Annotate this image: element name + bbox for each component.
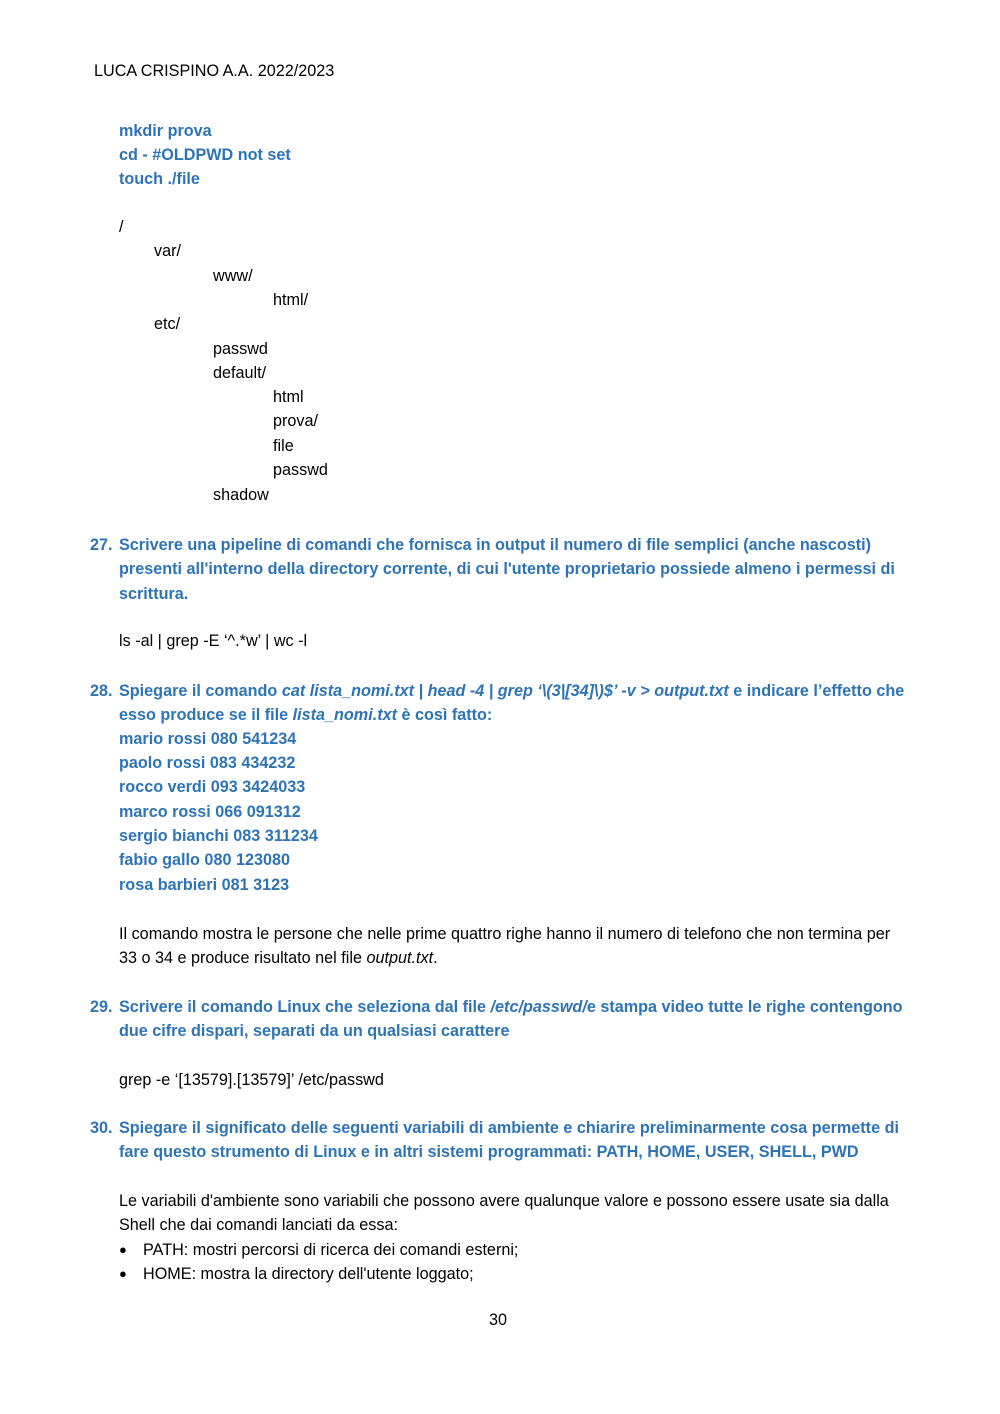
question-number: 29.	[90, 998, 113, 1016]
question-text: Scrivere il comando Linux che seleziona dal file /etc/passwd/e stampa video tutte le righe contengono due cifre dispari, separati da un qualsiasi carattere	[119, 998, 903, 1041]
question-28	[90, 679, 920, 728]
page-header: LUCA CRISPINO A.A. 2022/2023	[94, 62, 335, 80]
question-number: 27.	[90, 536, 113, 554]
answer-28: Il comando mostra le persone che nelle prime quattro righe hanno il numero di telefono che non termina per 33 o 34 e produce risultato nel file output.txt.	[119, 925, 891, 968]
question-text: Spiegare il significato delle seguenti variabili di ambiente e chiarire preliminarmente cosa permette di fare questo strumento di Linux e in altri sistemi programmati: PATH, HOME, USER, SHELL, PWD	[119, 1119, 899, 1162]
tree-node: passwd	[273, 461, 328, 479]
question-text: Scrivere una pipeline di comandi che fornisca in output il numero di file semplici (anche nascosti) presenti all'interno della directory corrente, di cui l'utente proprietario possiede almeno i permessi di scrittura.	[119, 536, 895, 603]
question-29	[90, 995, 920, 1044]
file-name: lista_nomi.txt	[292, 706, 397, 725]
question-27	[90, 533, 920, 606]
tree-node: html	[273, 388, 304, 406]
data-row: mario rossi 080 541234	[119, 730, 297, 748]
answer-27: ls -al | grep -E ‘^.*w’ | wc -l	[119, 632, 308, 650]
bullet-text: PATH: mostri percorsi di ricerca dei comandi esterni;	[143, 1241, 519, 1259]
data-row: paolo rossi 083 434232	[119, 754, 296, 772]
tree-node: passwd	[213, 340, 268, 358]
tree-node: var/	[154, 242, 181, 260]
bullet-icon: ●	[119, 1242, 127, 1257]
data-row: sergio bianchi 083 311234	[119, 827, 318, 845]
tree-node: html/	[273, 291, 309, 309]
answer-30: Le variabili d'ambiente sono variabili che possono avere qualunque valore e possono essere usate sia dalla Shell che dai comandi lanciati da essa:	[119, 1192, 889, 1235]
tree-node: prova/	[273, 412, 318, 430]
data-row: rocco verdi 093 3424033	[119, 778, 306, 796]
question-number: 28.	[90, 682, 113, 700]
command-line: cd - #OLDPWD not set	[119, 146, 291, 164]
tree-node: www/	[213, 267, 253, 285]
file-name: output.txt	[366, 949, 434, 968]
command-text: cat lista_nomi.txt | head -4 | grep ‘\(3|[34]\)$’ -v > output.txt	[281, 682, 729, 700]
command-line: touch ./file	[119, 170, 200, 188]
question-number: 30.	[90, 1119, 113, 1137]
page-number: 30	[489, 1311, 508, 1329]
bullet-item	[119, 1238, 518, 1262]
data-row: rosa barbieri 081 3123	[119, 876, 290, 894]
answer-29: grep -e ‘[13579].[13579]’ /etc/passwd	[119, 1071, 384, 1089]
bullet-item	[119, 1262, 474, 1286]
tree-node: file	[273, 437, 294, 455]
file-name: /etc/passwd/	[490, 998, 587, 1016]
bullet-text: HOME: mostra la directory dell'utente loggato;	[143, 1265, 474, 1283]
tree-node: etc/	[154, 315, 181, 333]
data-row: marco rossi 066 091312	[119, 803, 301, 821]
question-text: Spiegare il comando cat lista_nomi.txt | head -4 | grep ‘\(3|[34]\)$’ -v > output.txt e indicare l’effetto che esso produce se il file lista_nomi.txt è così fatto:	[119, 682, 905, 725]
bullet-icon: ●	[119, 1266, 127, 1281]
data-row: fabio gallo 080 123080	[119, 851, 290, 869]
command-line: mkdir prova	[119, 122, 212, 140]
tree-node: default/	[213, 364, 267, 382]
tree-node: /	[119, 218, 124, 236]
tree-node: shadow	[213, 486, 269, 504]
question-30	[90, 1116, 920, 1165]
